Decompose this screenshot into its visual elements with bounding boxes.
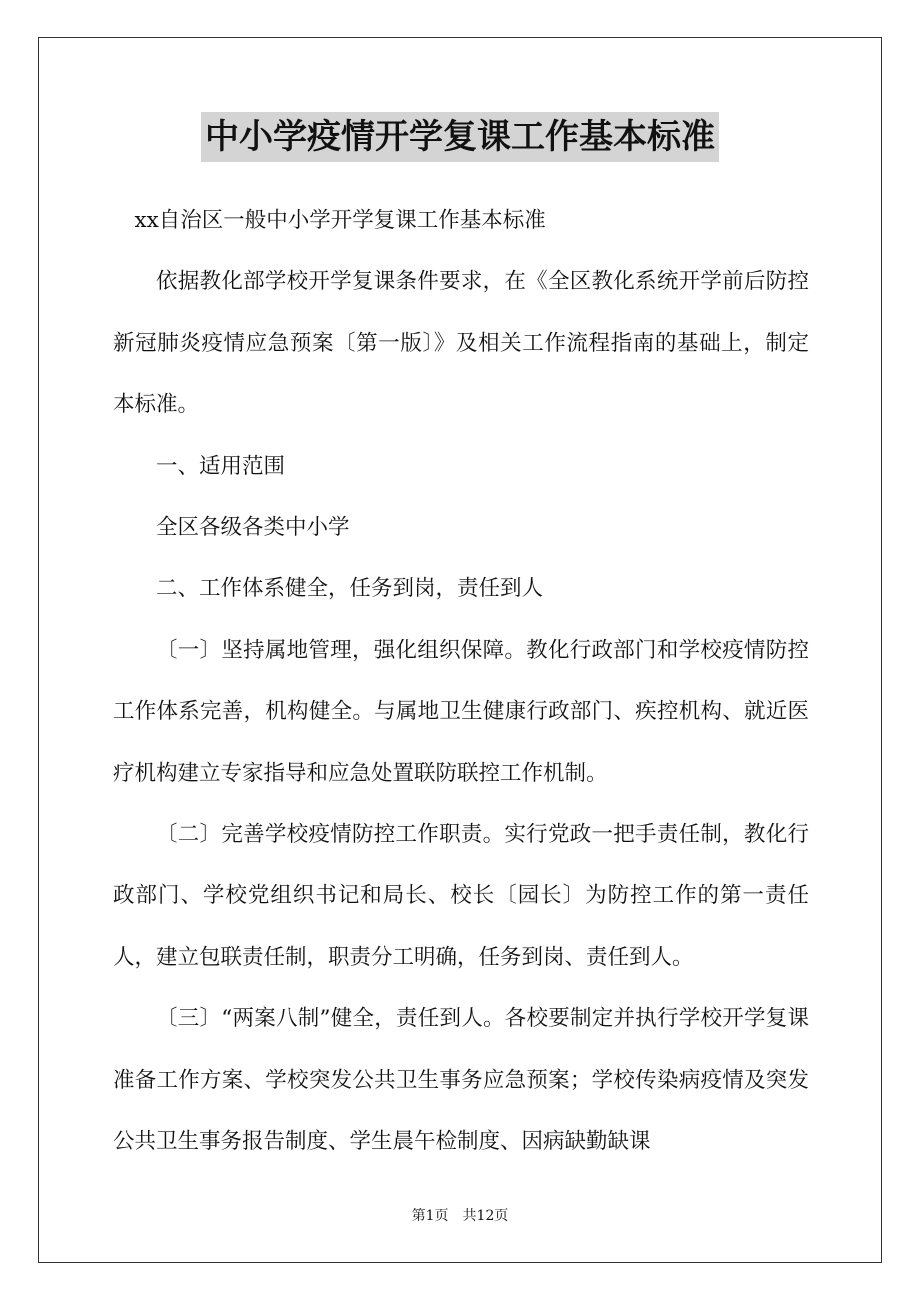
section-heading-work-system: 二、工作体系健全，任务到岗，责任到人 bbox=[156, 576, 544, 602]
paragraph-item-1: 〔一〕坚持属地管理，强化组织保障。教化行政部门和学校疫情防控工作体系完善，机构健全。与属地卫生健康行政部门、疾控机构、就近医疗机构建立专家指导和应急处置联防联控工作机制。 bbox=[113, 637, 809, 786]
paragraph-intro: 依据教化部学校开学复课条件要求，在《全区教化系统开学前后防控新冠肺炎疫情应急预案〔第一版〕》及相关工作流程指南的基础上，制定本标准。 bbox=[113, 269, 809, 418]
page-number: 第1页 共12页 bbox=[411, 1208, 509, 1224]
document-body bbox=[113, 190, 809, 1173]
paragraph-item-3: 〔三〕“两案八制”健全，责任到人。各校要制定并执行学校开学复课准备工作方案、学校突发公共卫生事务应急预案；学校传染病疫情及突发公共卫生事务报告制度、学生晨午检制度、因病缺勤缺课 bbox=[113, 1006, 809, 1155]
document-title-text: 中小学疫情开学复课工作基本标准 bbox=[201, 112, 719, 162]
paragraph-scope: 全区各级各类中小学 bbox=[156, 515, 350, 541]
document-subtitle: xx自治区一般中小学开学复课工作基本标准 bbox=[134, 208, 546, 233]
document-title bbox=[0, 112, 920, 162]
page-footer bbox=[0, 1206, 920, 1226]
section-heading-scope: 一、适用范围 bbox=[156, 453, 286, 479]
paragraph-item-2: 〔二〕完善学校疫情防控工作职责。实行党政一把手责任制，教化行政部门、学校党组织书记和局长、校长〔园长〕为防控工作的第一责任人，建立包联责任制，职责分工明确，任务到岗、责任到人。 bbox=[113, 822, 809, 970]
